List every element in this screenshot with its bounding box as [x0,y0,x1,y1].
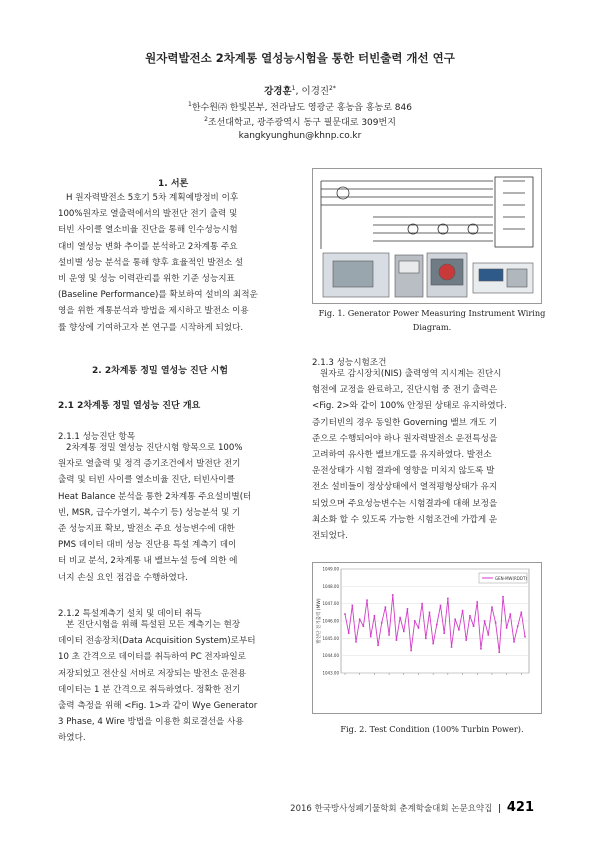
figure-1-wiring-diagram [312,168,542,304]
section-1-line: (Baseline Performance)를 확보하여 설비의 최적운 [58,290,258,301]
data-point [344,613,346,615]
section-1-heading: 1. 서론 [158,179,189,189]
section-2-1-2-body [58,617,290,747]
section-2-1-2-line: 데이터는 1 분 간격으로 취득하였다. 정확한 전기 [58,684,241,695]
data-point [454,618,456,620]
author-2: 이경진 [301,86,330,97]
section-1-line: H 원자력발전소 5호기 5차 계획예방정비 이후 [66,193,239,203]
data-point [355,641,357,643]
section-1-line: 비 운영 및 성능 이력관리를 위한 기준 성능지표 [58,274,235,285]
section-2-1-1-line: 터 비교 분석, 2차계통 내 밸브누설 등에 의한 에 [58,556,238,567]
data-point [410,650,412,652]
section-2-1-1-line: 너지 손실 요인 점검을 수행하였다. [58,572,188,583]
section-2-1-1-line: Heat Balance 분석을 통한 2차계통 주요설비별(터 [58,491,252,502]
section-2-1-2-line: 3 Phase, 4 Wire 방법을 이용한 회로결선을 사용 [58,717,244,728]
section-2-1-1-heading: 2.1.1 성능진단 항목 [58,432,136,442]
data-point [495,622,497,624]
section-2-1-1-line: 빈, MSR, 급수가열기, 복수기 등) 성능분석 및 기 [58,507,241,518]
section-2-1-1-line: PMS 데이터 대비 성능 진단용 특설 계측기 데이 [58,540,237,551]
y-tick-label: 1048.00 [322,583,339,589]
section-2-1-1-line: 준 성능지표 확보, 발전소 주요 성능변수에 대한 [58,524,235,535]
y-tick-label: 1047.00 [322,601,339,607]
section-1-line: 대비 열성능 변화 추이를 분석하고 2차계통 주요 [58,241,238,252]
legend [479,573,527,583]
figure-1-caption-line-2: Diagram. [412,322,452,332]
section-2-1-2-line: 10 초 간격으로 데이터를 취득하여 PC 전자파일로 [58,652,246,663]
data-point [436,624,438,626]
y-tick-label: 1043.00 [322,670,339,676]
data-point [359,618,361,620]
data-point [392,594,394,596]
footer-separator: | [498,804,502,814]
section-1-line: 100%원자로 열출력에서의 발전단 전기 출력 및 [58,209,238,220]
footer-text: 2016 한국방사성폐기물학회 춘계학술대회 논문요약집 [290,804,493,814]
affiliation-1-text: 한수원㈜ 한빛본부, 전라남도 영광군 홍농읍 홍농로 846 [191,103,412,113]
data-point [484,620,486,622]
paper-title: 원자력발전소 2차계통 열성능시험을 통한 터빈출력 개선 연구 [145,51,455,65]
section-2-1-3-line: 고려하여 유사한 밸브개도를 유지하였다. 발전소 [312,450,492,461]
figure-1-caption [312,306,552,334]
y-tick-label: 1049.00 [322,566,339,572]
section-2-1-3-line: 준으로 수행되어야 하나 원자력발전소 운전특성을 [312,433,498,444]
data-point [363,625,365,627]
wiring-diagram-svg [313,169,541,303]
data-point [487,634,489,636]
legend-label: GEN-MW(RDDT) [495,576,527,581]
affiliation-2 [0,115,600,128]
section-2-1-3-heading: 2.1.3 성능시험조건 [312,358,387,368]
data-point [517,625,519,627]
section-2-1-1-line: 출력 및 터빈 사이클 열소비율 진단, 터빈사이클 [58,475,235,486]
chart-svg [313,563,541,713]
data-point [476,601,478,603]
section-2-1-1-body [58,440,290,586]
data-point [469,615,471,617]
data-point [451,646,453,648]
y-axis-label: 발전단 전기출력 (MW) [317,598,322,644]
data-point [440,605,442,607]
section-2-1-2-line: 본 진단시험을 위해 특설된 모든 계측기는 현장 [66,620,241,630]
data-point [510,613,512,615]
author-2-sup: 2* [329,84,336,92]
section-2-1-3-body [312,366,542,544]
page-number: 421 [506,800,534,815]
data-point [396,639,398,641]
data-point [465,639,467,641]
section-2-1-3-line: 원자로 감시장치(NIS) 출력영역 지시계는 진단시 [320,369,502,379]
y-tick-label: 1046.00 [322,618,339,624]
author-sep: , [295,86,302,97]
section-2-1-3-line: 되었으며 주요성능변수는 시험결과에 대해 보정을 [312,498,498,509]
section-2-1-3-line: 전되었다. [312,531,348,542]
data-point [524,636,526,638]
data-point [414,620,416,622]
data-point [403,631,405,633]
affiliation-1-sup: 1 [188,101,192,108]
section-2-1-2-line: 저장되었고 전산실 서버로 저장되는 발전소 운전용 [58,668,246,679]
section-2-1-heading: 2.1 2차계통 정밀 열성능 진단 개요 [58,401,201,411]
data-point [374,615,376,617]
section-2-1-2-line: 하였다. [58,733,86,744]
data-point [377,644,379,646]
section-1-line: 영을 위한 계통분석과 방법을 제시하고 발전소 이용 [58,306,249,317]
data-point [381,622,383,624]
section-1-line: 설비별 성능 분석을 통해 향후 효율적인 발전소 설 [58,257,244,268]
data-point [447,598,449,600]
data-point [366,599,368,601]
data-point [506,627,508,629]
data-point [388,634,390,636]
data-point [458,629,460,631]
section-1-line: 터빈 사이클 열소비율 진단을 통해 인수성능시험 [58,225,238,236]
data-point [370,636,372,638]
section-1-body [58,190,290,336]
figure-2-chart [312,562,542,714]
figure-1-caption-line-1: Fig. 1. Generator Power Measuring Instrument Wiring [318,308,546,318]
data-point [480,648,482,650]
data-point [407,608,409,610]
section-2-1-2-line: 데이터 전송장치(Data Acquisition System)로부터 [58,636,256,647]
data-point [521,612,523,614]
data-point [399,617,401,619]
affiliation-2-sup: 2 [204,116,208,123]
data-point [385,606,387,608]
figure-2-caption: Fig. 2. Test Condition (100% Turbin Power). [340,724,524,734]
data-point [418,627,420,629]
data-point [421,603,423,605]
email: kangkyunghun@khnp.co.kr [238,131,362,141]
affiliation-1 [0,100,600,113]
affiliation-2-text: 조선대학교, 광주광역시 동구 필문대로 309번지 [207,118,396,128]
section-1-line: 률 향상에 기여하고자 본 연구를 시작하게 되었다. [58,322,244,333]
section-2-1-2-heading: 2.1.2 특설계측기 설치 및 데이터 취득 [58,609,202,619]
data-point [425,638,427,640]
section-2-1-1-line: 원자로 열출력 및 정격 증기조건에서 발전단 전기 [58,459,241,470]
section-2-1-2-line: 출력 측정을 위해 <Fig. 1>과 같이 Wye Generator [58,701,258,712]
data-point [348,632,350,634]
data-point [502,596,504,598]
data-point [432,643,434,645]
page-footer [290,800,534,815]
y-tick-label: 1044.00 [322,653,339,659]
section-2-1-3-line: 험전에 교정을 완료하고, 진단시험 중 전기 출력은 [312,385,498,396]
section-2-1-3-line: 증기터빈의 경우 동일한 Governing 밸브 개도 기 [312,417,498,428]
data-point [443,632,445,634]
author-1: 강경훈 [264,86,292,97]
author-list [0,83,600,97]
section-2-1-1-line: 2차계통 정밀 열성능 진단시험 항목으로 100% [66,443,243,453]
data-point [473,625,475,627]
section-2-1-3-line: 최소화 할 수 있도록 가능한 시험조건에 가깝게 운 [312,514,498,525]
data-point [352,605,354,607]
data-point [491,606,493,608]
section-2-1-3-line: 운전상태가 시험 결과에 영향을 미치지 않도록 발 [312,466,495,477]
author-1-sup: 1 [291,84,296,92]
data-point [429,612,431,614]
data-point [462,610,464,612]
section-2-1-3-line: <Fig. 2>와 같이 100% 안정된 상태로 유지하였다. [312,401,507,412]
data-point [498,651,500,653]
section-2-1-3-line: 전소 설비들이 정상상태에서 열적평형상태가 유지 [312,482,498,493]
y-tick-label: 1045.00 [322,635,339,641]
data-point [513,641,515,643]
section-2-heading: 2. 2차계통 정밀 열성능 진단 시험 [92,366,228,376]
